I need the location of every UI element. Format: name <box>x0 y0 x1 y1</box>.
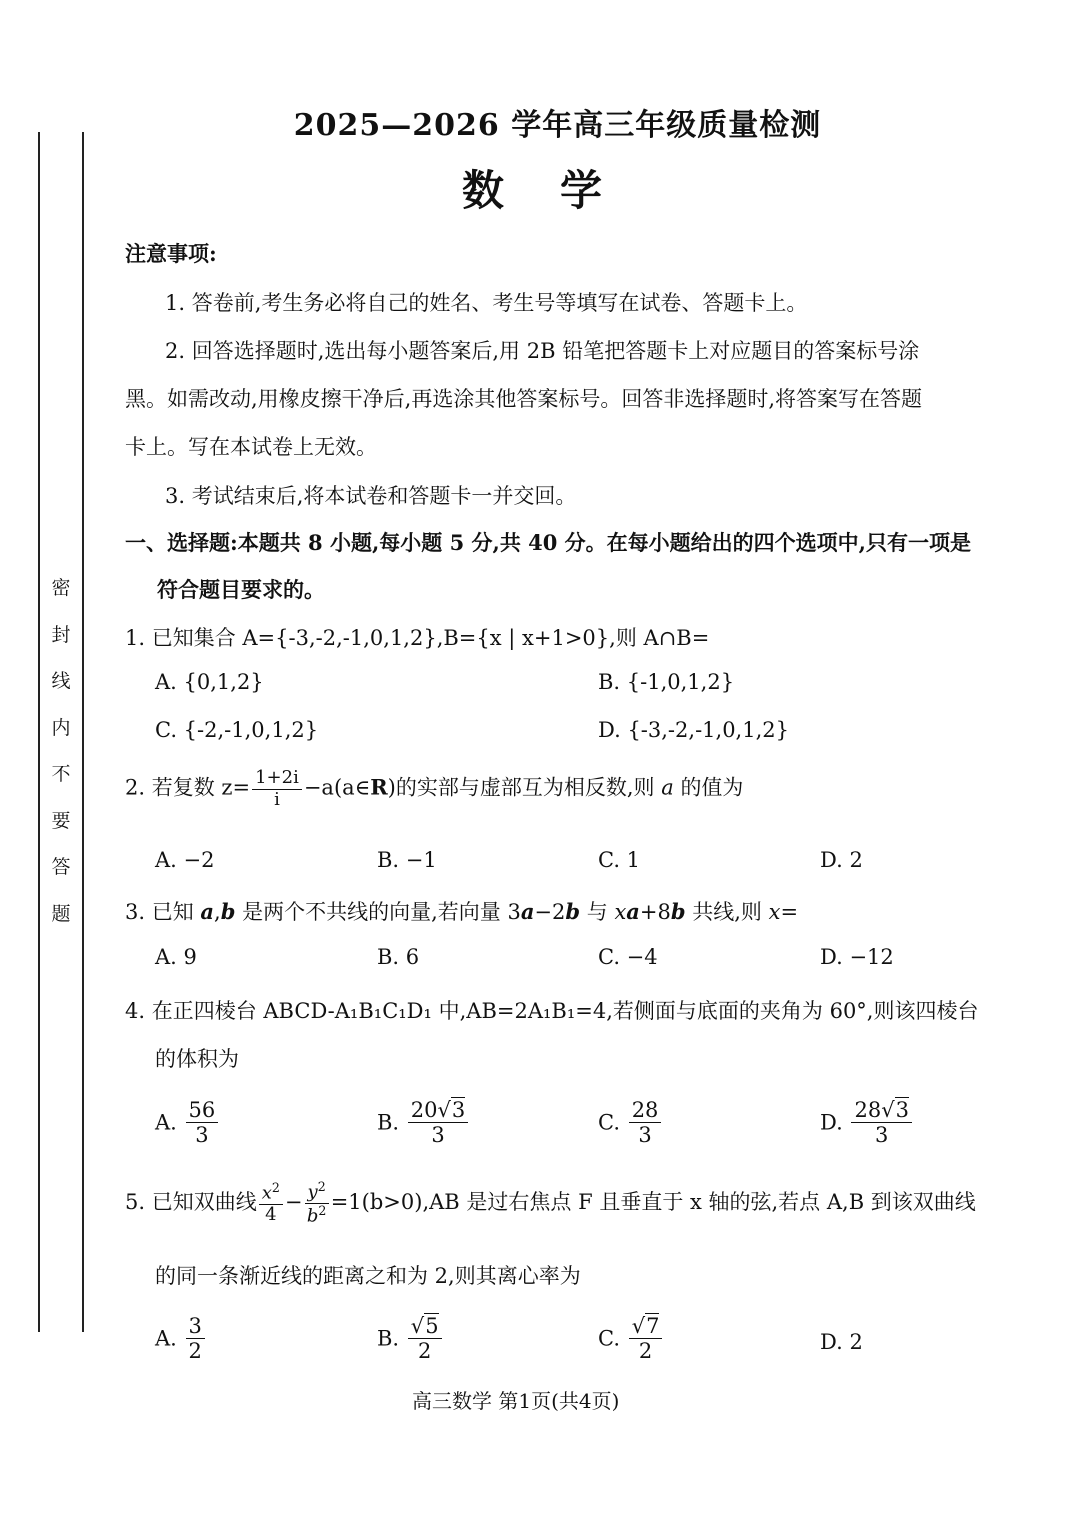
q2-post-c: 的值为 <box>680 775 744 800</box>
q3-stem <box>125 896 798 926</box>
notes-item-3: 3. 考试结束后,将本试卷和答题卡一并交回。 <box>165 484 577 508</box>
q5-stem-cont: 的同一条渐近线的距离之和为 2,则其离心率为 <box>155 1264 581 1288</box>
q3-t1: 已知 <box>151 900 194 924</box>
binding-line-inner <box>82 132 84 1332</box>
q5-minus: − <box>284 1189 303 1214</box>
q2-post-a: −a(a∈ <box>303 775 371 800</box>
q3-vector-a3: a <box>626 899 640 924</box>
q2-post-b: )的实部与虚部互为相反数,则 <box>387 775 655 800</box>
q2-var-a: a <box>661 775 674 800</box>
q4-option-a: A. $\frac{56}{3}$ <box>155 1098 220 1147</box>
q4-d-fraction: $\frac{28√3}{3}$ <box>851 1098 912 1147</box>
q3-option-a: A. 9 <box>155 945 197 969</box>
q1-stem: 1. 已知集合 A={-3,-2,-1,0,1,2},B={x | x+1>0},则 A∩B= <box>125 626 710 650</box>
q2-pre: 若复数 z= <box>151 775 251 800</box>
q5-option-b: B. $\frac{√5}{2}$ <box>377 1314 444 1363</box>
q3-vector-b2: b <box>565 899 581 924</box>
q3-option-c: C. −4 <box>598 945 658 969</box>
subject-title: 数学 <box>461 166 658 215</box>
notes-heading: 注意事项: <box>125 241 217 266</box>
section1-heading: 一、选择题:本题共 8 小题,每小题 5 分,共 40 分。在每小题给出的四个选项中,只有一项是 <box>125 530 971 555</box>
q4-a-fraction: $\frac{56}{3}$ <box>186 1098 219 1147</box>
q2-option-d: D. 2 <box>820 848 863 872</box>
notes-item-2: 2. 回答选择题时,选出每小题答案后,用 2B 铅笔把答题卡上对应题目的答案标号涂 <box>165 339 920 363</box>
q4-c-fraction: $\frac{28}{3}$ <box>629 1098 662 1147</box>
q1-option-c: C. {-2,-1,0,1,2} <box>155 718 319 742</box>
q3-t6: +8 <box>639 900 671 924</box>
q3-vector-a2: a <box>520 899 535 924</box>
q1-option-a: A. {0,1,2} <box>155 670 264 694</box>
q2-reals: R <box>370 774 388 800</box>
q5-b-fraction: $\frac{√5}{2}$ <box>408 1314 442 1363</box>
q3-vector-b: b <box>220 899 236 924</box>
q3-option-b: B. 6 <box>377 945 420 969</box>
q5-number: 5. <box>125 1189 146 1214</box>
q3-var-x2: x <box>768 900 781 924</box>
q3-option-d: D. −12 <box>820 945 894 969</box>
notes-item-1: 1. 答卷前,考生务必将自己的姓名、考生号等填写在试卷、答题卡上。 <box>165 291 808 315</box>
q2-fraction-den: i <box>274 788 280 810</box>
q2-option-c: C. 1 <box>598 848 641 872</box>
q4-option-d: D. $\frac{28√3}{3}$ <box>820 1098 914 1147</box>
q3-t2: , <box>214 900 221 924</box>
q2-number: 2. <box>125 775 146 800</box>
page-footer: 高三数学 第1页(共4页) <box>412 1389 620 1413</box>
binding-line-outer <box>38 132 40 1332</box>
q2-fraction-num: 1+2i <box>252 768 302 790</box>
notes-item-2-cont-b: 卡上。写在本试卷上无效。 <box>125 435 377 459</box>
q5-post: =1(b>0),AB 是过右焦点 F 且垂直于 x 轴的弦,若点 A,B 到该双曲线 <box>330 1189 976 1214</box>
q1-option-b: B. {-1,0,1,2} <box>598 670 735 694</box>
q3-t7: 共线,则 <box>692 900 762 924</box>
q5-a-fraction: $\frac{3}{2}$ <box>186 1314 205 1363</box>
q4-stem-cont: 的体积为 <box>155 1047 239 1071</box>
q5-frac-y: $\frac{y^2}{b^2}$ <box>305 1180 329 1227</box>
q2-stem <box>125 768 743 810</box>
q5-option-c: C. $\frac{√7}{2}$ <box>598 1314 664 1363</box>
q5-option-a: A. $\frac{3}{2}$ <box>155 1314 207 1363</box>
q5-option-d: D. 2 <box>820 1330 863 1354</box>
q3-t8: = <box>780 900 799 924</box>
exam-title: 2025—2026 学年高三年级质量检测 <box>293 108 822 143</box>
q3-vector-a: a <box>200 899 215 924</box>
section1-heading-cont: 符合题目要求的。 <box>157 577 325 602</box>
q2-fraction <box>252 768 302 810</box>
q4-option-b: B. $\frac{20√3}{3}$ <box>377 1098 470 1147</box>
q2-option-b: B. −1 <box>377 848 437 872</box>
q4-stem: 4. 在正四棱台 ABCD-A₁B₁C₁D₁ 中,AB=2A₁B₁=4,若侧面与底面的夹角为 60°,则该四棱台 <box>125 999 979 1023</box>
q4-option-c: C. $\frac{28}{3}$ <box>598 1098 663 1147</box>
q3-t3: 是两个不共线的向量,若向量 3 <box>242 900 521 924</box>
q3-number: 3. <box>125 900 146 924</box>
q5-stem <box>125 1180 976 1227</box>
q3-t4: −2 <box>534 900 566 924</box>
q5-c-fraction: $\frac{√7}{2}$ <box>629 1314 663 1363</box>
q4-b-fraction: $\frac{20√3}{3}$ <box>408 1098 469 1147</box>
q3-var-x: x <box>614 900 627 924</box>
q3-t5: 与 <box>586 900 608 924</box>
notes-item-2-cont-a: 黑。如需改动,用橡皮擦干净后,再选涂其他答案标号。回答非选择题时,将答案写在答题 <box>125 387 923 411</box>
q5-frac-x: $\frac{x^2}{4}$ <box>259 1181 283 1226</box>
q1-option-d: D. {-3,-2,-1,0,1,2} <box>598 718 789 742</box>
q2-option-a: A. −2 <box>155 848 215 872</box>
q5-pre: 已知双曲线 <box>151 1189 257 1214</box>
q3-vector-b3: b <box>670 899 686 924</box>
seal-warning-text: 密封线内不要答题 <box>51 577 71 925</box>
